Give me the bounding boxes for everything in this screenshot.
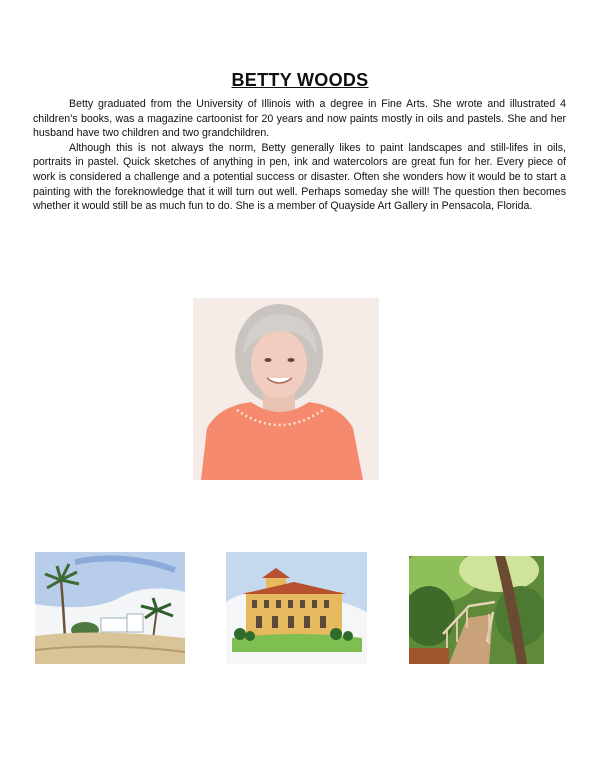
mansion-painting [226, 552, 367, 664]
artist-portrait-photo [193, 298, 379, 480]
bio-paragraph-1: Betty graduated from the University of Illinois with a degree in Fine Arts. She wrote and illustrated 4 children’s books, was a magazine cartoonist for 20 years and now paints mostly in oils and pastels. She and her husband have two children and two grandchildren. [33, 98, 566, 140]
biography [33, 97, 566, 214]
page-title: BETTY WOODS [231, 70, 369, 91]
bio-paragraph-2: Although this is not always the norm, Betty generally likes to paint landscapes and still-lifes in oils, portraits in pastel. Quick sketches of anything in pen, ink and watercolors are great fun for her. Every piece of work is considered a challenge and a potential success or disaster. Often she wonders how it would be to start a painting with the foreknowledge that it will turn out well. Perhaps someday she will! The question then becomes whether it would still be as much fun to do. She is a member of Quayside Art Gallery in Pensacola, Florida. [33, 141, 566, 213]
palm-landscape-painting [35, 552, 185, 664]
forest-bridge-painting [409, 556, 544, 664]
